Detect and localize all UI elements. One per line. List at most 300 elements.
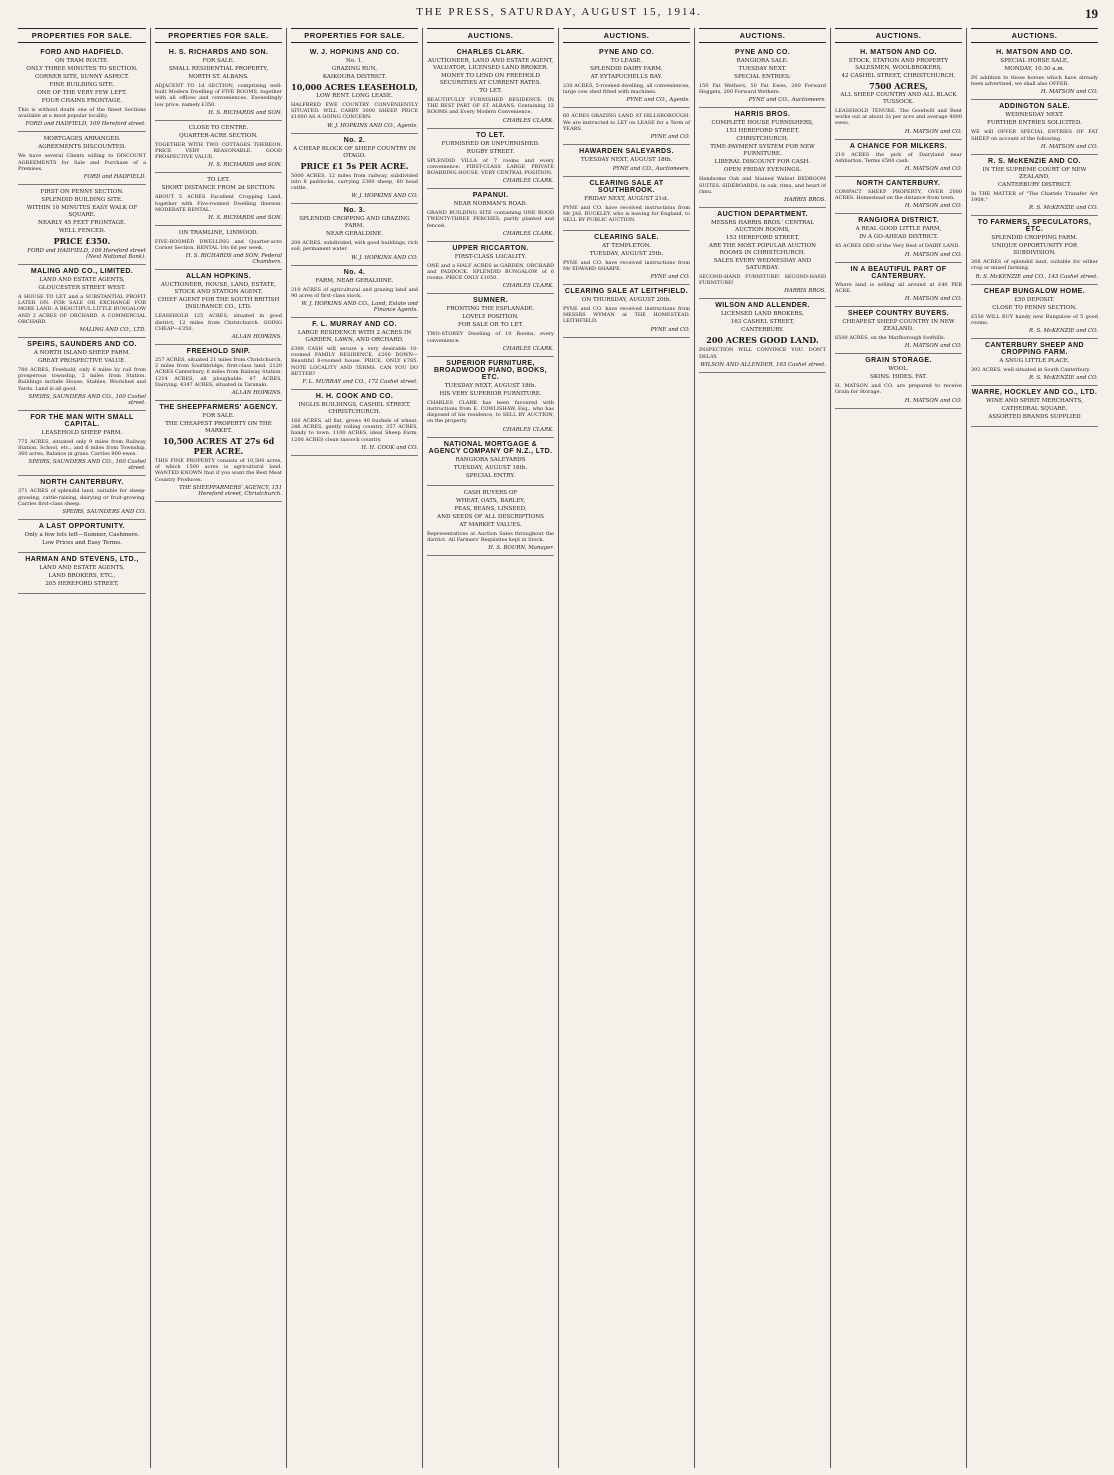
ad-body: GRAND BUILDING SITE containing ONE ROOD TWENTY-THREE PERCHES, partly planted and fenced. — [427, 210, 554, 229]
ad-signature: H. MATSON and CO. — [904, 397, 962, 404]
ad-body: 775 ACRES, situated only 9 miles from Railway Station, School, etc., and 6 miles from Township. 300 acres, Balance in grass. Carries 900 ewes. — [18, 438, 146, 458]
ad-line: TUESDAY NEXT. — [738, 66, 787, 72]
ad-line: FRONTING THE ESPLANADE. — [446, 306, 535, 313]
ad-signature: SPEIRS, SAUNDERS AND CO., 160 Cashel street. — [28, 393, 146, 406]
ad-body: 392 ACRES, well situated in South Canterbury. — [971, 367, 1091, 374]
advertisement — [155, 121, 282, 174]
column-heading: PROPERTIES FOR SALE. — [291, 28, 418, 43]
ad-body: 200 ACRES, subdivided, with good buildings, rich soil, permanent water. — [291, 240, 418, 253]
ad-line: KAIKOURA DISTRICT. — [322, 74, 387, 80]
ad-signature: PYNE and CO. — [650, 134, 690, 141]
ad-title: H. MATSON AND CO. — [860, 49, 937, 56]
ad-line: 153 HEREFORD STREET, — [725, 235, 800, 242]
advertisement — [155, 173, 282, 226]
advertisement — [18, 185, 146, 265]
ad-line: FOUR CHAINS FRONTAGE. — [41, 98, 123, 104]
column-heading: AUCTIONS. — [563, 28, 690, 43]
ad-body: ABOUT 5 ACRES Excellent Cropping Land, together with Five-roomed Dwelling thereon. MODERATE RENTAL. — [155, 194, 282, 213]
ad-line: UNIQUE OPPORTUNITY FOR SUBDIVISION. — [991, 243, 1078, 257]
ad-title: A CHANCE FOR MILKERS. — [849, 142, 948, 150]
advertisement — [699, 108, 826, 208]
ad-title: No. 3. — [343, 207, 366, 215]
ad-signature: CHARLES CLARK. — [502, 230, 554, 237]
ad-line: FIRST-CLASS LOCALITY. — [454, 253, 527, 260]
ad-signature: ALLAN HOPKINS. — [231, 390, 282, 397]
ad-title: No. 2. — [343, 136, 366, 144]
advertisement — [427, 357, 554, 438]
advertisement — [291, 390, 418, 456]
ad-line: AUCTIONEER, LAND AND ESTATE AGENT, VALUATOR, LICENSED LAND BROKER. — [427, 58, 554, 71]
ad-line: GREAT PROSPECTIVE VALUE. — [37, 358, 127, 365]
ad-line: SPECIAL ENTRIES: — [734, 74, 791, 80]
ad-title: A LAST OPPORTUNITY. — [38, 523, 126, 531]
ad-signature: H. MATSON and CO. — [904, 343, 962, 350]
column-1 — [14, 28, 150, 1468]
ad-line: CLOSE TO PENNY SECTION. — [992, 304, 1077, 311]
ad-title: CANTERBURY SHEEP AND CROPPING FARM. — [984, 342, 1084, 357]
ad-line: ON TRAMLINE, LINWOOD. — [178, 230, 259, 237]
ad-body: TWO-STOREY Dwelling of 10 Rooms, every convenience. — [427, 331, 554, 344]
ad-signature: CHARLES CLARK. — [502, 178, 554, 185]
ad-line: WELL FENCED. — [58, 228, 106, 235]
ad-signature: W. J. HOPKINS AND CO. — [351, 254, 418, 261]
ad-line: WEDNESDAY NEXT. — [1005, 112, 1064, 119]
ad-line: MONEY TO LEND ON FREEHOLD SECURITIES AT CURRENT RATES. — [439, 73, 542, 86]
ad-title: SUPERIOR FURNITURE, BROADWOOD PIANO, BOOKS, ETC. — [433, 359, 548, 381]
ad-body: We have several Clients willing to DISCOUNT AGREEMENTS for Sale and Purchase of a Premises. — [18, 153, 146, 172]
ad-line: IN A GO-AHEAD DISTRICT. — [859, 234, 938, 241]
ad-signature: CHARLES CLARK. — [502, 283, 554, 290]
ad-title: MALING AND CO., LIMITED. — [30, 268, 134, 276]
ad-signature: H. MATSON and CO. — [904, 128, 962, 135]
ad-line: FRIDAY NEXT, AUGUST 21st. — [584, 196, 669, 203]
ad-body: PYNE and CO. have received instructions from MESSRS WYMAN at THE HOMESTEAD, LEITHFIELD. — [563, 306, 690, 325]
ad-line: SPECIAL ENTRY. — [465, 472, 516, 479]
advertisement — [971, 339, 1098, 386]
ad-line: 10,500 ACRES AT 27s 6d PER ACRE. — [162, 436, 275, 457]
columns — [14, 28, 1104, 1468]
ad-line: ASSORTED BRANDS SUPPLIED — [988, 414, 1081, 421]
ad-line: MONDAY, 10.30 a.m. — [1004, 66, 1065, 72]
ad-signature: ALLAN HOPKINS. — [231, 334, 282, 341]
advertisement — [427, 242, 554, 295]
ad-line: CHEAPEST SHEEP COUNTRY IN NEW ZEALAND. — [842, 319, 955, 333]
ad-signature: CHARLES CLARK. — [502, 117, 554, 124]
ad-line: WHEAT, OATS, BARLEY, — [455, 497, 526, 504]
ad-title: CLEARING SALE. — [594, 233, 659, 241]
ad-line: ARE THE MOST POPULAR AUCTION ROOMS IN CHRISTCHURCH. — [708, 243, 817, 257]
advertisement — [563, 231, 690, 285]
ad-body: WE will OFFER SPECIAL ENTRIES OF FAT SHEEP on account of the following. — [971, 129, 1098, 142]
ad-title: TO FARMERS, SPECULATORS, ETC. — [977, 219, 1092, 234]
advertisement — [155, 270, 282, 345]
ad-line: SHORT DISTANCE FROM 2d SECTION. — [161, 185, 276, 192]
advertisement — [835, 214, 962, 262]
ad-line: THE CHEAPEST PROPERTY ON THE MARKET. — [165, 421, 272, 435]
ad-title: PYNE AND CO. — [734, 49, 791, 56]
ad-line: SALES EVERY WEDNESDAY AND SATURDAY. — [713, 258, 812, 272]
ad-title: THE SHEEPFARMERS' AGENCY. — [159, 404, 278, 412]
advertisement — [155, 401, 282, 502]
advertisement — [835, 354, 962, 408]
ad-title: NORTH CANTERBURY. — [40, 479, 124, 487]
ad-line: PRICE £350. — [53, 236, 111, 247]
ad-line: TO LET. — [207, 177, 230, 184]
advertisement — [971, 285, 1098, 339]
ad-line: MORTGAGES ARRANGED. — [43, 136, 121, 143]
ad-title: CLEARING SALE AT LEITHFIELD. — [564, 288, 689, 296]
ad-body: ADJACENT TO 1d SECTION, comprising well-built Modern Dwelling of FIVE ROOMS, together with all offices and conveniences. Exceedingly low price, namely £350. — [155, 83, 282, 108]
ad-title: CHEAP BUNGALOW HOME. — [983, 287, 1086, 295]
ad-line: NEAR GERALDINE. — [326, 231, 383, 238]
advertisement — [563, 285, 690, 338]
ad-line: TIME-PAYMENT SYSTEM FOR NEW FURNITURE. — [710, 144, 815, 158]
column-2 — [150, 28, 286, 1468]
ad-title: NORTH CANTERBURY. — [856, 180, 941, 188]
ad-signature: W. J. HOPKINS AND CO., Agents. — [327, 122, 418, 129]
ad-line: LEASEHOLD SHEEP FARM. — [41, 429, 123, 436]
ad-signature: FORD and HADFIELD. — [83, 174, 146, 181]
ad-signature: MALING AND CO., LTD. — [79, 327, 146, 334]
ad-line: NEARLY 45 FEET FRONTAGE. — [38, 220, 126, 227]
ad-signature: H. MATSON and CO. — [904, 166, 962, 173]
ad-line: CATHEDRAL SQUARE. — [1001, 406, 1068, 413]
advertisement — [563, 46, 690, 108]
ad-title: HARMAN AND STEVENS, LTD., — [25, 556, 139, 564]
advertisement — [835, 177, 962, 214]
ad-title: SUMNER. — [472, 297, 509, 305]
ad-line: LOW RENT. LONG LEASE. — [316, 93, 393, 99]
advertisement — [427, 129, 554, 190]
ad-title: F. L. MURRAY AND CO. — [312, 321, 397, 329]
ad-title: H. S. RICHARDS AND SON. — [168, 49, 269, 56]
ad-line: ALL SHEEP COUNTRY AND ALL BLACK TUSSOCK. — [840, 92, 957, 105]
ad-line: CANTERBURY. — [741, 327, 784, 334]
advertisement — [835, 263, 962, 307]
ad-title: AUCTION DEPARTMENT. — [717, 211, 808, 219]
ad-body: IN addition to those horses which have already been advertised, we shall also OFFER. — [971, 75, 1098, 88]
column-heading: PROPERTIES FOR SALE. — [18, 28, 146, 43]
ad-line: AUCTIONEER, HOUSE, LAND, ESTATE, STOCK AND STATION AGENT. — [160, 282, 277, 296]
ad-signature: H. S. BOURN, Manager. — [488, 545, 554, 552]
ad-line: TO LEASE. — [610, 58, 643, 64]
advertisement — [18, 553, 146, 594]
ad-line: WITHIN 10 MINUTES EASY WALK OF SQUARE. — [26, 205, 138, 219]
ad-line: NEAR NORMAN'S ROAD. — [453, 201, 528, 208]
ad-body: SECOND-HAND FURNITURE! SECOND-HAND FURNITURE! — [699, 274, 826, 287]
column-heading: AUCTIONS. — [427, 28, 554, 43]
ad-body: 210 ACRES the pick of Dairyland near Ashburton, Terms £500 cash. — [835, 151, 962, 164]
ad-line: ON TRAM ROUTE. — [55, 58, 109, 64]
ad-signature: PYNE and CO., Agents. — [626, 97, 690, 104]
ad-signature: H. MATSON and CO. — [904, 203, 962, 210]
ad-line: FARM, NEAR GERALDINE. — [315, 277, 394, 284]
advertisement — [835, 46, 962, 140]
ad-title: W. J. HOPKINS AND CO. — [309, 49, 400, 56]
ad-signature: R. S. McKENZIE and CO. — [1029, 205, 1098, 212]
ad-signature: R. S. McKENZIE and CO. — [1029, 375, 1098, 382]
ad-line: 153 HEREFORD STREET, — [725, 128, 800, 135]
ad-line: A REAL GOOD LITTLE FARM, — [855, 226, 942, 233]
ad-line: SPECIAL HORSE SALE, — [1000, 58, 1069, 64]
advertisement — [291, 266, 418, 318]
column-heading: AUCTIONS. — [835, 28, 962, 43]
ad-body: Handsome Oak and Stained Walnut BEDROOM SUITES. SIDEBOARDS, in oak, rimu, and heart of rimu. — [699, 176, 826, 195]
ad-signature: H. MATSON and CO. — [904, 251, 962, 258]
ad-signature: HARRIS BROS. — [784, 288, 826, 295]
ad-signature: H. S. RICHARDS and SON, Federal Chambers. — [185, 253, 282, 266]
ad-line: SKINS. HIDES. FAT. — [870, 374, 927, 381]
ad-title: No. 4. — [343, 268, 366, 276]
ad-line: £50 DEPOSIT. — [1014, 296, 1055, 303]
ad-body: £300 CASH will secure a very desirable 10-roomed FAMILY RESIDENCE. £200 DOWN—Beautiful 8-roomed house. PRICE, ONLY £785. NOTE LOCALITY AND TERMS. CAN YOU DO BETTER? — [291, 346, 418, 377]
ad-line: TUESDAY NEXT, AUGUST 18th. — [580, 157, 673, 164]
advertisement — [699, 46, 826, 108]
ad-line: A NORTH ISLAND SHEEP FARM. — [33, 350, 131, 357]
ad-title: FOR THE MAN WITH SMALL CAPITAL. — [30, 413, 134, 428]
advertisement — [427, 438, 554, 486]
ad-line: Only a few lots left—Sumner, Cashmere. — [24, 532, 140, 539]
ad-line: AND SEEDS OF ALL DESCRIPTIONS — [437, 513, 544, 520]
advertisement — [291, 318, 418, 390]
ad-line: COMPLETE HOUSE FURNISHERS, — [711, 120, 814, 127]
ad-line: SPLENDID CROPPING AND GRAZING FARM. — [299, 216, 410, 230]
ad-line: ONE OF THE VERY FEW LEFT. — [37, 90, 127, 96]
ad-signature: H. MATSON and CO. — [1040, 143, 1098, 150]
advertisement — [18, 476, 146, 520]
ad-title: TO LET. — [476, 131, 505, 139]
advertisement — [18, 46, 146, 132]
ad-signature: PYNE and CO. — [650, 326, 690, 333]
ad-line: WOOL. — [888, 366, 909, 373]
ad-signature: CHARLES CLARK. — [502, 426, 554, 433]
ad-line: RUGBY STREET. — [466, 148, 515, 155]
ad-body: 210 ACRES of agricultural and grazing land and 90 acres of first-class stock. — [291, 286, 418, 299]
ad-line: FOR SALE. — [202, 58, 235, 64]
advertisement — [18, 265, 146, 338]
ad-signature: W. J. HOPKINS AND CO. — [351, 193, 418, 200]
column-3 — [286, 28, 422, 1468]
ad-body: H. MATSON and CO. are prepared to receive Grain for Storage. — [835, 383, 962, 396]
ad-body: LEASEHOLD TENURE. The Goodwill and Rent works out at about 2s per acre and average 4000 ewes. — [835, 108, 962, 127]
ad-line: CANTERBURY DISTRICT. — [997, 181, 1072, 188]
ad-body: 5000 ACRES, 12 miles from railway, subdivided into 8 paddocks, carrying 2300 sheep, 60 head cattle. — [291, 172, 418, 192]
ad-body: PYNE and CO. have received instructions from Mr EDWARD SHARPE. — [563, 259, 690, 272]
ad-signature: PYNE and CO., Auctioneers. — [612, 166, 690, 173]
advertisement — [835, 307, 962, 354]
advertisement — [155, 46, 282, 121]
masthead-title: THE PRESS, SATURDAY, AUGUST 15, 1914. — [416, 6, 702, 18]
ad-line: 10,000 ACRES LEASEHOLD, — [291, 82, 418, 92]
ad-line: FOR SALE. — [202, 413, 235, 420]
advertisement — [563, 145, 690, 177]
advertisement — [18, 132, 146, 185]
column-8 — [966, 28, 1102, 1468]
ad-line: AT MARKET VALUES. — [459, 521, 522, 528]
ad-title: H. H. COOK AND CO. — [315, 393, 394, 401]
ad-body: HALFBRED EWE COUNTRY. CONVENIENTLY SITUATED. WILL CARRY 3000 SHEEP. PRICE £1000 AS A GOING CONCERN. — [291, 102, 418, 121]
ad-body: In THE MATTER of "The Chattels Transfer Act 1908." — [971, 190, 1098, 204]
ad-body: LEASEHOLD 125 ACRES, situated in good district, 12 miles from Christchurch. GOING CHEAP—£350. — [155, 313, 282, 332]
ad-line: STOCK, STATION AND PROPERTY SALESMEN, WOOLBROKERS, — [848, 58, 949, 71]
ad-line: ON THURSDAY, AUGUST 20th. — [581, 297, 672, 304]
ad-title: SHEEP COUNTRY BUYERS. — [847, 310, 950, 318]
ad-body: SPLENDID VILLA of 7 rooms and every convenience. FIRST-CLASS LARGE PRIVATE BOARDING HOUSE. VERY CENTRAL POSITION. — [427, 157, 554, 177]
ad-line: LIBERAL DISCOUNT FOR CASH. — [714, 159, 811, 166]
advertisement — [155, 226, 282, 270]
ad-line: WINE AND SPIRIT MERCHANTS, — [986, 398, 1083, 405]
ad-line: SPLENDID BUILDING SITE. — [41, 197, 123, 204]
ad-signature: H. S. RICHARDS and SON. — [208, 109, 282, 116]
ad-line: PRICE £1 5s PER ACRE. — [300, 160, 409, 171]
ad-line: INGLIS BUILDINGS, CASHEL STREET, CHRISTCHURCH. — [298, 402, 411, 416]
ad-line: FURNISHED OR UNFURNISHED. — [441, 140, 540, 147]
ad-line: TUESDAY, AUGUST 25th. — [589, 250, 664, 257]
ad-signature: F. L. MURRAY and CO., 172 Cashel street. — [302, 379, 418, 386]
ad-body: 45 ACRES ODD of the Very Best of DAIRY LAND. — [835, 243, 960, 250]
ad-body: INSPECTION WILL CONVINCE YOU. DON'T DELAY. — [699, 347, 826, 360]
ad-body: 371 ACRES of splendid land, suitable for sheep-growing, cattle-raising, dairying or fruit-growing. Carries first-class sheep. — [18, 488, 146, 507]
ad-title: UPPER RICCARTON. — [452, 244, 529, 252]
ad-line: FIRST ON PENNY SECTION. — [40, 189, 124, 196]
ad-line: No. 1. — [345, 58, 364, 64]
column-7 — [830, 28, 966, 1468]
ad-line: TUESDAY NEXT, AUGUST 18th. — [444, 382, 537, 389]
ad-body: FIVE-ROOMED DWELLING and Quarter-acre Corner Section. RENTAL 18s 6d per week. — [155, 239, 282, 252]
ad-line: 205 HEREFORD STREET. — [45, 581, 119, 588]
ad-body: £550 WILL BUY handy new Bungalow of 5 good rooms. — [971, 313, 1098, 326]
ad-title: ALLAN HOPKINS. — [185, 273, 252, 281]
ad-body: 257 ACRES, situated 21 miles from Christchurch, 2 miles from Southbridge, first-class land. 2120 ACRES Canterbury, 6 miles from Railway Station. 1214 ACRES, all ploughable. 87 ACRES, Dairying. 4347 ACRES, situated in Taranaki. — [155, 357, 282, 388]
ad-line: CLOSE TO CENTRE. — [188, 124, 249, 131]
column-heading: AUCTIONS. — [699, 28, 826, 43]
ad-signature: FORD and HADFIELD, 109 Hereford street. — [25, 121, 146, 128]
ad-signature: THE SHEEPFARMERS' AGENCY, 151 Hereford street, Christchurch. — [178, 484, 282, 497]
column-6 — [694, 28, 830, 1468]
ad-body: Representatives at Auction Sales throughout the district. All Farmers' Requisites kept in Stock. — [427, 530, 554, 543]
ad-signature: R. S. McKENZIE and CO., 143 Cashel street. — [975, 273, 1098, 280]
column-4 — [422, 28, 558, 1468]
ad-line: Low Prices and Easy Terms. — [42, 540, 122, 547]
ad-body: BEAUTIFULLY FURNISHED RESIDENCE. IN THE BEST PART OF ST. ALBANS. Containing 12 ROOMS and Every Modern Convenience. — [427, 97, 554, 116]
ad-title: SPEIRS, SAUNDERS AND CO. — [27, 341, 137, 349]
advertisement — [971, 216, 1098, 284]
ad-line: LAND AND ESTATE AGENTS, — [39, 277, 125, 284]
ad-line: AT TEMPLETON. — [602, 242, 651, 249]
ad-title: RANGIORA DISTRICT. — [858, 217, 939, 225]
ad-line: QUARTER-ACRE SECTION. — [179, 132, 258, 139]
ad-title: GRAIN STORAGE. — [865, 357, 932, 365]
ad-line: 7500 ACRES, — [869, 81, 928, 91]
ad-title: R. S. McKENZIE AND CO. — [988, 157, 1081, 165]
ad-line: CASH BUYERS OF — [463, 489, 518, 496]
ad-line: GLOUCESTER STREET WEST. — [38, 285, 126, 292]
advertisement — [155, 345, 282, 401]
ad-line: CHRISTCHURCH. — [736, 136, 789, 143]
ad-line: SPLENDID DAIRY FARM, — [590, 66, 663, 72]
advertisement — [699, 299, 826, 372]
ad-line: PEAS, BEANS, LINSEED, — [454, 505, 527, 512]
ad-line: FINE BUILDING SITE. — [49, 82, 115, 88]
ad-title: CLEARING SALE AT SOUTHBROOK. — [589, 180, 664, 195]
ad-line: 163 CASHEL STREET, — [730, 319, 795, 326]
ad-line: AT EYTAPUCHELLS BAY. — [590, 74, 663, 80]
ad-signature: H. S. RICHARDS and SON. — [208, 215, 282, 222]
ad-title: HARRIS BROS. — [734, 111, 791, 119]
ad-title: NATIONAL MORTGAGE & AGENCY COMPANY OF N.Z., LTD. — [428, 440, 553, 455]
ad-body: 60 ACRES GRAZING LAND AT HILLSBOROUGH. We are instructed to LET on LEASE for a Term of YEARS. — [563, 113, 690, 132]
ad-title: H. MATSON AND CO. — [996, 49, 1073, 56]
ad-body: 166 ACRES, all flat, grows 40 bushels of wheat. 246 ACRES, gently rolling country. 357 ACRES, handy to town. 1100 ACRES, ideal Sheep Farm. 1200 ACRES clean tussock country. — [291, 418, 418, 443]
advertisement — [563, 177, 690, 231]
ad-body: 268 ACRES of splendid land, suitable for either crop or mixed farming. — [971, 259, 1098, 272]
ad-signature: CHARLES CLARK. — [502, 345, 554, 352]
ad-line: NORTH ST. ALBANS. — [188, 74, 249, 80]
ad-line: HIS VERY SUPERIOR FURNITURE. — [439, 390, 542, 397]
column-5 — [558, 28, 694, 1468]
ad-title: HAWARDEN SALEYARDS. — [579, 148, 674, 156]
ad-signature: WILSON AND ALLENDER, 163 Cashel street. — [700, 361, 826, 368]
advertisement — [427, 486, 554, 556]
ad-line: 42 CASHEL STREET, CHRISTCHURCH. — [841, 73, 956, 79]
ad-body: TOGETHER WITH TWO COTTAGES THEREON. PRICE VERY REASONABLE. GOOD PROSPECTIVE VALUE. — [155, 141, 282, 161]
advertisement — [835, 140, 962, 177]
ad-body: This is without doubt one of the finest Sections available at a most popular locality. — [18, 107, 146, 120]
masthead — [14, 6, 1104, 28]
ad-line: 200 ACRES GOOD LAND. — [706, 335, 819, 346]
ad-line: LARGE RESIDENCE WITH 2 ACRES IN GARDEN, LAWN, AND ORCHARD. — [297, 330, 412, 344]
ad-title: WARRE, HOCKLEY AND CO., LTD. — [971, 389, 1098, 397]
ad-signature: HARRIS BROS. — [784, 197, 826, 204]
ad-title: PAPANUI. — [472, 192, 509, 200]
ad-body: 150 Fat Wethers, 50 Fat Ewes, 200 Forward Hoggets, 200 Forward Wethers. — [699, 83, 826, 96]
page-number: 19 — [1085, 6, 1098, 21]
ad-title: WILSON AND ALLENDER. — [715, 302, 810, 310]
ad-title: PYNE AND CO. — [598, 49, 655, 56]
advertisement — [427, 189, 554, 242]
ad-title: FORD AND HADFIELD. — [40, 49, 124, 56]
ad-title: CHARLES CLARK. — [456, 49, 525, 56]
ad-title: ADDINGTON SALE. — [999, 103, 1070, 111]
ad-line: LICENSED LAND BROKERS, — [720, 311, 805, 318]
ad-line: TO LET. — [479, 88, 502, 94]
ad-signature: PYNE and CO., Auctioneers. — [748, 97, 826, 104]
ad-line: OPEN FRIDAY EVENINGS. — [723, 167, 802, 174]
advertisement — [427, 46, 554, 129]
ad-title: IN A BEAUTIFUL PART OF CANTERBURY. — [850, 265, 947, 280]
ad-signature: W. J. HOPKINS AND CO., Land, Estate and Finance Agents. — [301, 301, 418, 314]
advertisement — [563, 108, 690, 145]
ad-signature: H. MATSON and CO. — [1040, 89, 1098, 96]
advertisement — [291, 134, 418, 205]
ad-line: ONLY THREE MINUTES TO SECTION. — [26, 66, 138, 72]
ad-body: PYNE and CO. have received instructions from Mr JAS. BUCKLEY, who is leaving for England, to SELL BY PUBLIC AUCTION. — [563, 205, 690, 224]
ad-line: LOVELY POSITION. — [462, 314, 519, 321]
ad-body: THIS FINE PROPERTY consists of 10,500 acres, of which 1500 acres is agricultural land. WANTED KNOWN that if you want the Best Meat Country Produces. — [155, 458, 282, 483]
ad-line: LAND AND ESTATE AGENTS, — [39, 565, 125, 572]
ad-signature: PYNE and CO. — [650, 274, 690, 281]
advertisement — [18, 411, 146, 477]
ad-line: FOR SALE OR TO LET. — [457, 322, 524, 329]
ad-body: 780 ACRES, Freehold, only 6 miles by rail from prosperous township, 2 miles from Station. Buildings include House, Stables, Woolshed and Yards. Land is all good. — [18, 367, 146, 392]
ad-line: TUESDAY, AUGUST 18th. — [453, 464, 528, 471]
ad-line: LAND BROKERS, ETC., — [48, 573, 116, 580]
ad-line: FURTHER ENTRIES SOLICITED. — [987, 120, 1082, 127]
advertisement — [971, 46, 1098, 100]
ad-line: A CHEAP BLOCK OF SHEEP COUNTRY IN OTAGO. — [293, 145, 416, 159]
advertisement — [18, 520, 146, 553]
ad-signature: SPEIRS, SAUNDERS AND CO., 160 Cashel street. — [28, 459, 146, 472]
